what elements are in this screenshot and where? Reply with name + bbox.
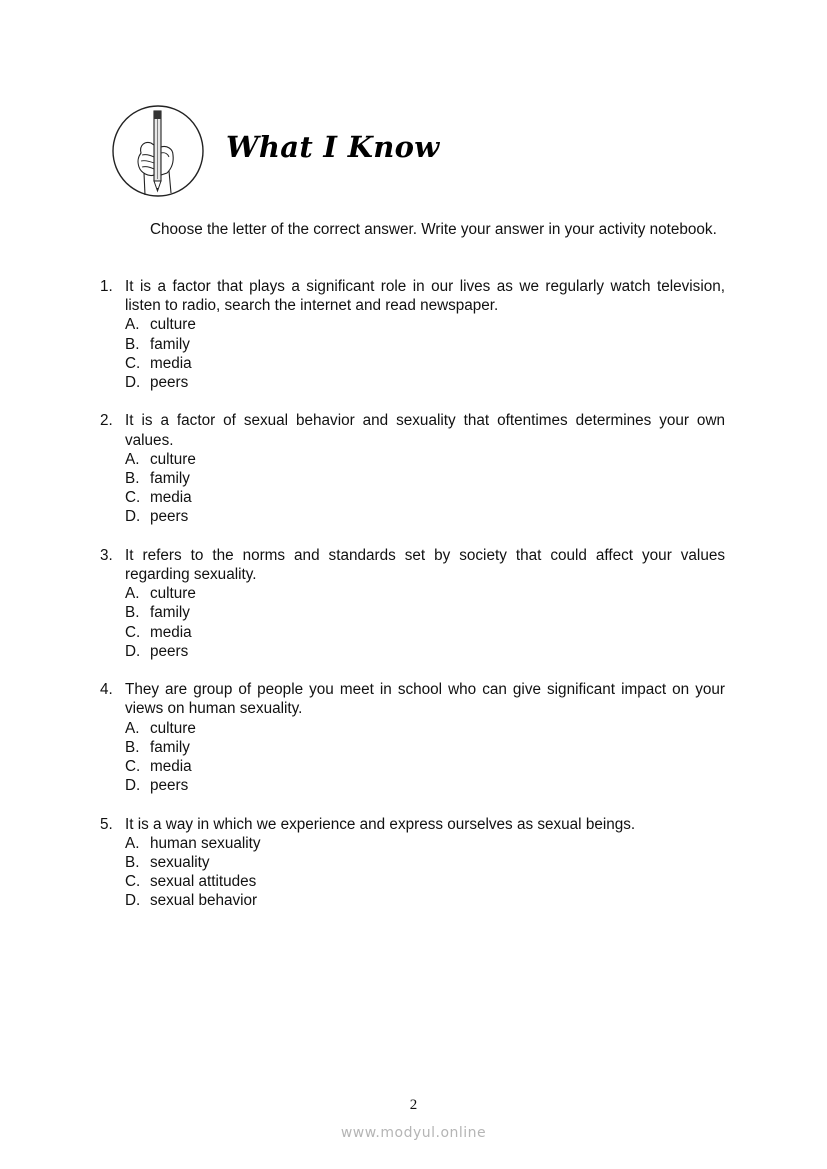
option-letter: A. <box>125 450 140 468</box>
option-item <box>125 373 725 392</box>
option-text: peers <box>150 642 189 660</box>
option-item <box>125 469 725 488</box>
question-number: 1. <box>100 278 113 295</box>
option-letter: C. <box>125 354 141 372</box>
option-text: peers <box>150 777 189 795</box>
question-text: It is a way in which we experience and express ourselves as sexual beings. <box>125 815 636 833</box>
option-item <box>125 853 725 872</box>
question-item <box>100 680 725 795</box>
option-text: family <box>150 604 190 622</box>
question-number: 2. <box>100 412 113 430</box>
option-item <box>125 603 725 622</box>
option-item <box>125 757 725 776</box>
option-text: culture <box>150 585 196 603</box>
question-item <box>100 815 725 911</box>
option-text: culture <box>150 316 196 334</box>
option-item <box>125 354 725 373</box>
question-number: 5. <box>100 815 113 833</box>
option-letter: D. <box>125 508 141 526</box>
question-item <box>100 411 725 526</box>
question-text: They are group of people you meet in school who can give significant impact on your views on human sexuality. <box>125 681 725 718</box>
option-item <box>125 719 725 738</box>
option-text: sexual behavior <box>150 892 258 910</box>
option-letter: C. <box>125 489 141 507</box>
option-letter: B. <box>125 470 140 488</box>
option-text: family <box>150 738 190 756</box>
option-text: media <box>150 354 192 372</box>
option-letter: B. <box>125 335 140 353</box>
option-text: human sexuality <box>150 834 261 852</box>
option-letter: B. <box>125 738 140 756</box>
question-number: 4. <box>100 681 113 699</box>
option-text: peers <box>150 508 189 526</box>
option-text: family <box>150 470 190 488</box>
option-item <box>125 891 725 910</box>
option-letter: A. <box>125 719 140 737</box>
option-list <box>125 584 725 661</box>
option-item <box>125 642 725 661</box>
option-letter: D. <box>125 777 141 795</box>
option-letter: D. <box>125 374 141 392</box>
option-text: peers <box>150 374 189 392</box>
question-number: 3. <box>100 546 113 564</box>
option-item <box>125 584 725 603</box>
option-text: family <box>150 335 190 353</box>
option-letter: D. <box>125 642 141 660</box>
option-list <box>125 315 725 392</box>
option-text: media <box>150 623 192 641</box>
page-number: 2 <box>409 1097 418 1113</box>
option-letter: C. <box>125 623 141 641</box>
section-title: What I Know <box>226 130 440 164</box>
option-item <box>125 776 725 795</box>
option-letter: A. <box>125 585 140 603</box>
option-letter: B. <box>125 854 140 872</box>
option-text: sexual attitudes <box>150 873 257 891</box>
option-letter: D. <box>125 892 141 910</box>
option-list <box>125 719 725 796</box>
question-text: It is a factor of sexual behavior and sexuality that oftentimes determines your own values. <box>125 412 725 449</box>
option-item <box>125 450 725 469</box>
option-item <box>125 623 725 642</box>
question-item <box>100 277 725 392</box>
question-text: It refers to the norms and standards set by society that could affect your values regarding sexuality. <box>125 546 725 584</box>
option-item <box>125 507 725 526</box>
option-text: sexuality <box>150 854 210 872</box>
option-letter: A. <box>125 834 140 852</box>
option-letter: B. <box>125 604 140 622</box>
option-list <box>125 450 725 527</box>
option-item <box>125 488 725 507</box>
option-list <box>125 834 725 911</box>
option-letter: C. <box>125 873 141 891</box>
option-item <box>125 315 725 334</box>
option-item <box>125 335 725 354</box>
option-item <box>125 872 725 891</box>
instructions-text: Choose the letter of the correct answer. Write your answer in your activity notebook. <box>150 221 717 238</box>
option-text: culture <box>150 719 196 737</box>
watermark: www.modyul.online <box>340 1125 487 1141</box>
option-item <box>125 738 725 757</box>
option-letter: C. <box>125 758 141 776</box>
hand-holding-pencil-icon <box>111 105 205 199</box>
option-text: media <box>150 758 192 776</box>
question-text: It is a factor that plays a significant role in our lives as we regularly watch television, listen to radio, search the internet and read newspaper. <box>125 278 725 315</box>
instructions <box>100 220 725 239</box>
option-letter: A. <box>125 316 140 334</box>
option-text: culture <box>150 450 196 468</box>
option-item <box>125 834 725 853</box>
option-text: media <box>150 489 192 507</box>
question-list <box>100 277 725 930</box>
question-item <box>100 546 725 661</box>
